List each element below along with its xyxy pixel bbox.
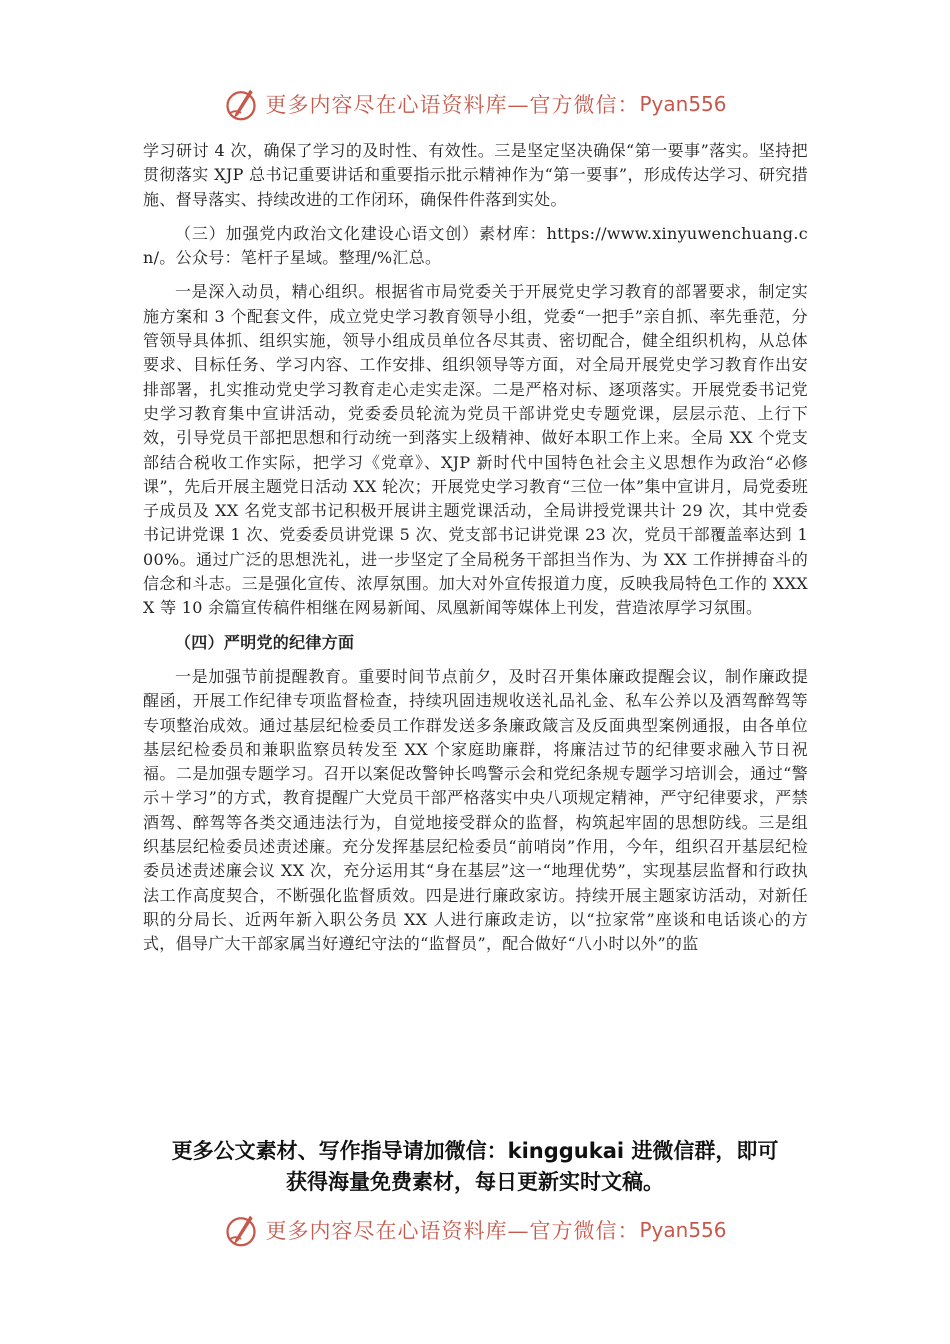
section-3-heading: （三）加强党内政治文化建设心语文创）素材库：https://www.xinyuwenchuang.cn/。公众号：笔杆子星域。整理/%汇总。 <box>143 223 808 268</box>
footer-banner-wechat-id: Pyan556 <box>639 1218 727 1242</box>
header-banner-wechat-id: Pyan556 <box>639 92 727 116</box>
paragraph-1: 学习研讨 4 次，确保了学习的及时性、有效性。三是坚定坚决确保“第一要事”落实。坚持把贯彻落实 XJP 总书记重要讲话和重要指示批示精神作为“第一要事”，形成传达学习、研究措施、督导落实、持续改进的工作闭环，确保件件落到实处。 <box>143 141 808 209</box>
quill-pen-icon <box>223 86 259 122</box>
document-body <box>143 139 808 957</box>
paragraph-4: 一是加强节前提醒教育。重要时间节点前夕，及时召开集体廉政提醒会议，制作廉政提醒函，开展工作纪律专项监督检查，持续巩固违规收送礼品礼金、私车公养以及酒驾醉驾等专项整治成效。通过基层纪检委员工作群发送多条廉政箴言及反面典型案例通报，由各单位基层纪检委员和兼职监察员转发至 XX 个家庭助廉群，将廉洁过节的纪律要求融入节日祝福。二是加强专题学习。召开以案促改警钟长鸣警示会和党纪条规专题学习培训会，通过“警示＋学习”的方式，教育提醒广大党员干部严格落实中央八项规定精神，严守纪律要求，严禁酒驾、醉驾等各类交通违法行为，自觉地接受群众的监督，构筑起牢固的思想防线。三是组织基层纪检委员述责述廉。充分发挥基层纪检委员“前哨岗”作用，今年，组织召开基层纪检委员述责述廉会议 XX 次，充分运用其“身在基层”这一“地理优势”，实现基层监督和行政执法工作高度契合，不断强化监督质效。四是进行廉政家访。持续开展主题家访活动，对新任职的分局长、近两年新入职公务员 XX 人进行廉政走访，以“拉家常”座谈和电话谈心的方式，倡导广大干部家属当好遵纪守法的“监督员”，配合做好“八小时以外”的监 <box>143 666 808 954</box>
paragraph-3: 一是深入动员，精心组织。根据省市局党委关于开展党史学习教育的部署要求，制定实施方案和 3 个配套文件，成立党史学习教育领导小组，党委“一把手”亲自抓、率先垂范，分管领导具体抓、组织实施，领导小组成员单位各尽其责、密切配合，健全组织机构，从总体要求、目标任务、学习内容、工作安排、组织领导等方面，对全局开展党史学习教育作出安排部署，扎实推动党史学习教育走心走实走深。二是严格对标、逐项落实。开展党委书记党史学习教育集中宣讲活动，党委委员轮流为党员干部讲党史专题党课，层层示范、上行下效，引导党员干部把思想和行动统一到落实上级精神、做好本职工作上来。全局 XX 个党支部结合税收工作实际，把学习《党章》、XJP 新时代中国特色社会主义思想作为政治“必修课”，先后开展主题党日活动 XX 轮次；开展党史学习教育“三位一体”集中宣讲月，局党委班子成员及 XX 名党支部书记积极开展讲主题党课活动，全局讲授党课共计 29 次，其中党委书记讲党课 1 次、党委委员讲党课 5 次、党支部书记讲党课 23 次，党员干部覆盖率达到 100%。通过广泛的思想洗礼，进一步坚定了全局税务干部担当作为、为 XX 工作拼搏奋斗的信念和斗志。三是强化宣传、浓厚氛围。加大对外宣传报道力度，反映我局特色工作的 XXXX 等 10 余篇宣传稿件相继在网易新闻、凤凰新闻等媒体上刊发，营造浓厚学习氛围。 <box>143 282 808 618</box>
promo-line-2: 获得海量免费素材，每日更新实时文稿。 <box>286 1170 664 1194</box>
section-4-heading: （四）严明党的纪律方面 <box>175 632 355 652</box>
promo-notice <box>100 1136 850 1198</box>
header-watermark-banner <box>0 82 950 126</box>
header-banner-text: 更多内容尽在心语资料库—官方微信： <box>265 93 640 117</box>
footer-banner-text: 更多内容尽在心语资料库—官方微信： <box>265 1219 640 1243</box>
quill-pen-icon <box>223 1212 259 1248</box>
promo-line-1: 更多公文素材、写作指导请加微信：kinggukai 进微信群，即可 <box>171 1139 779 1163</box>
footer-watermark-banner <box>0 1208 950 1252</box>
